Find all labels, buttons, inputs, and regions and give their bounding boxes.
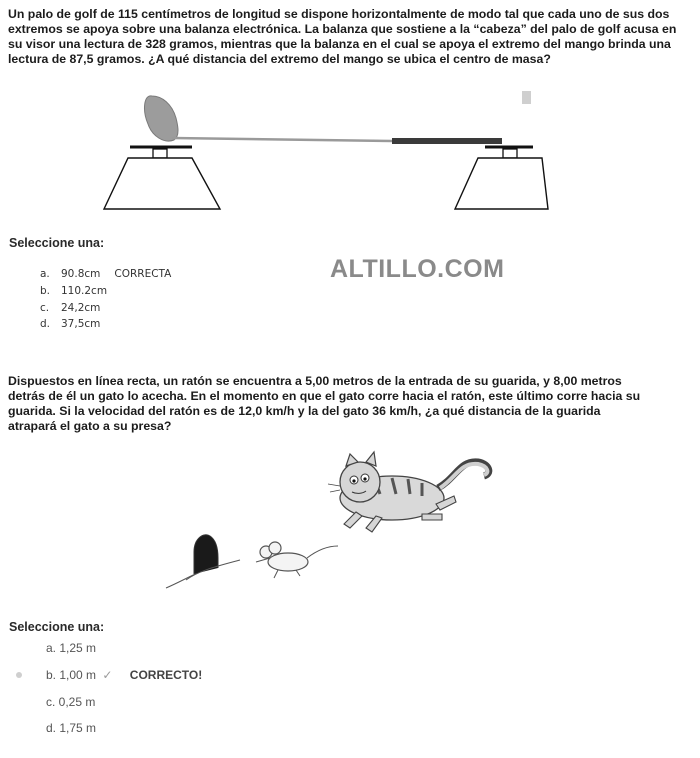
watermark: ALTILLO.COM [330,255,505,283]
golf-club-diagram [100,92,550,214]
cat-mouse-illustration [160,448,495,592]
option-value: 37,5cm [61,318,101,330]
answer-option[interactable] [46,641,96,655]
option-letter: a. [40,268,50,280]
option-letter: b. [40,285,51,297]
option-status: CORRECTA [114,268,172,280]
option-label: b. 1,00 m [46,668,97,682]
option-letter: d. [40,318,51,330]
option-label: a. 1,25 m [46,641,97,655]
answer-option[interactable] [46,695,95,709]
answer-option[interactable] [40,268,171,280]
select-one-label: Seleccione una: [9,236,105,250]
option-status: CORRECTO! [129,668,203,682]
selected-radio[interactable] [16,672,22,678]
answer-option[interactable] [40,285,107,297]
answer-option[interactable] [40,302,100,314]
option-value: 110.2cm [61,285,108,297]
option-value: 90.8cm [61,268,101,280]
answer-option[interactable] [46,721,96,735]
option-label: d. 1,75 m [46,721,97,735]
question-1-text: Un palo de golf de 115 centímetros de longitud se dispone horizontalmente de modo tal que cada uno de sus dos extremos se apoya sobre una balanza electrónica. La balanza que sostiene a la “cabeza” del palo de golf acusa en su visor una lectura de 328 gramos, mientras que la balanza en el cual se apoya el extremo del mango brinda una lectura de 87,5 gramos. ¿A qué distancia del extremo del mango se ubica el centro de masa? [8,7,677,66]
option-letter: c. [40,302,50,314]
answer-option[interactable] [40,318,100,330]
option-value: 24,2cm [61,302,101,314]
select-one-label: Seleccione una: [9,620,105,634]
option-label: c. 0,25 m [46,695,96,709]
answer-option-selected[interactable] [46,668,202,682]
question-2-text: Dispuestos en línea recta, un ratón se encuentra a 5,00 metros de la entrada de su guarida, y 8,00 metros detrás de él un gato lo acecha. En el momento en que el gato corre hacia el ratón, este último corre hacia su guarida. Si la velocidad del ratón es de 12,0 km/h y la del gato 36 km/h, ¿a qué distancia de la guarida atrapará el gato a su presa? [8,374,641,433]
check-icon: ✓ [102,668,113,682]
